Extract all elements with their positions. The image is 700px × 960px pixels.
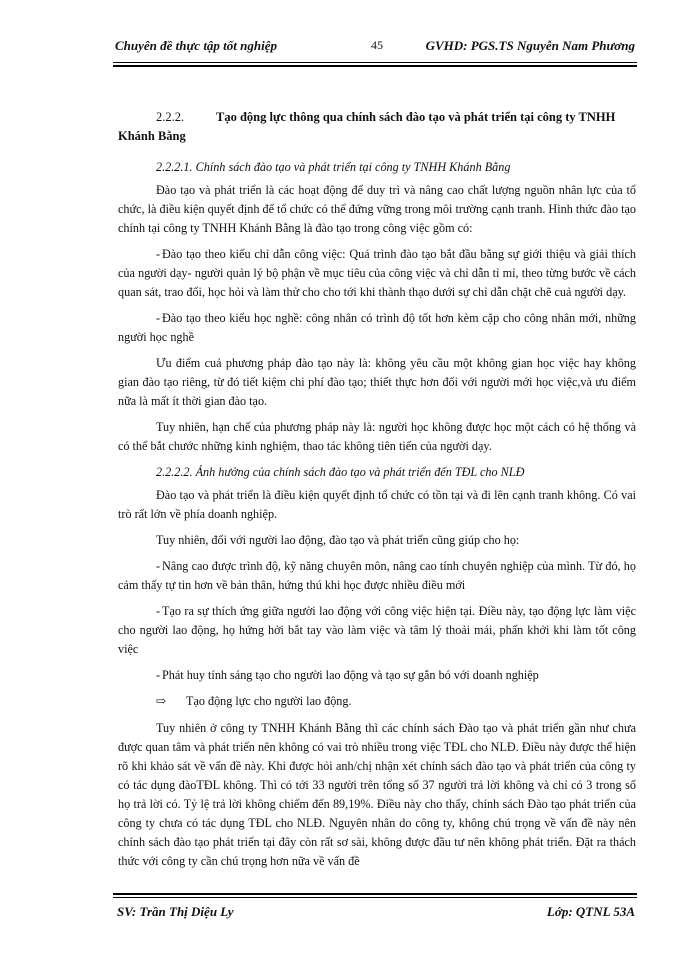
header-rule-thick [113,65,637,67]
section-heading [118,108,636,146]
list-item: - Nâng cao được trình độ, kỹ năng chuyên môn, nâng cao tính chuyên nghiệp của mình. Từ đó, họ cảm thấy tự tin hơn về bản thân, hứng thú khi học được nhiều điều mới [118,559,636,592]
page-footer [113,904,637,924]
list-item: - Tạo ra sự thích ứng giữa người lao động với công việc hiện tại. Điều này, tạo động lực làm việc cho người lao động, họ hứng hởi bắt tay vào làm việc và tâm lý thoải mái, phấn khởi khi làm tốt công việc [118,604,636,656]
bullet-dash: - [156,247,161,261]
subsection-heading-2: 2.2.2.2. Ảnh hưởng của chính sách đào tạo và phát triển đến TĐL cho NLĐ [156,465,525,479]
list-item: - Phát huy tính sáng tạo cho người lao động và tạo sự gắn bó với doanh nghiệp [118,666,636,685]
section-title: Tạo động lực thông qua chính sách đào tạo và phát triển tại công ty TNHH Khánh Bằng [118,110,616,143]
footer-rule-thin [113,897,637,898]
list-item: - Đào tạo theo kiểu học nghề: công nhân có trình độ tốt hơn kèm cặp cho công nhân mới, những người học nghề [118,311,636,344]
header-supervisor: GVHD: PGS.TS Nguyễn Nam Phương [425,38,635,53]
footer-rule-thick [113,893,637,895]
paragraph: Ưu điểm cuả phương pháp đào tạo này là: không yêu cầu một không gian học việc hay không gian đào tạo riêng, từ đó tiết kiệm chi phí đào tạo; thiết thực hơn đối với người mới học việc,và ưu điểm nữa là mất ít thời gian đào tạo. [118,356,636,408]
bullet-dash: - [156,604,161,618]
section-number: 2.2.2. [156,110,185,124]
header-rule-thin [113,62,637,63]
paragraph: Tuy nhiên ở công ty TNHH Khánh Bằng thì các chính sách Đào tạo và phát triển gần như chưa được quan tâm và phát triển nên không có vai trò nhiều trong việc TĐL cho NLĐ. Điều này được thể hiện rõ khi khảo sát về vấn đề này. Khi được hỏi anh/chị nhận xét chính sách đào tạo và phát triển của công ty có tác dụng đàoTĐL không. Thì có tới 33 người trên tổng số 37 người trả lời không và chỉ có 3 trong số họ trả lời có. Tỷ lệ trả lời không chiếm đến 89,19%. Điều này cho thấy, chính sách Đào tạo phát triển của công ty chưa có tác dụng TĐL cho NLĐ. Nguyên nhân do công ty, không chú trọng về vấn đề này nên chính sách đào tạo phát triển tại đây còn rất sơ sài, không được đầu tư nên không phát triển. Đặt ra thách thức với công ty cần chú trọng hơn nữa về vấn đề [118,721,636,868]
bullet-dash: - [156,668,161,682]
subsection-heading-1: 2.2.2.1. Chính sách đào tạo và phát triển tại công ty TNHH Khánh Bằng [156,160,511,174]
footer-class: Lớp: QTNL 53A [546,904,635,919]
paragraph: Tuy nhiên, hạn chế của phương pháp này là: người học không được học một cách có hệ thống và có thể bắt chước những kinh nghiệm, thao tác không tiên tiến của người dạy. [118,420,636,453]
conclusion-item: ⇨ Tạo động lực cho người lao động. [118,692,636,711]
document-body [118,108,636,878]
paragraph: Tuy nhiên, đối với người lao động, đào tạo và phát triển cũng giúp cho họ: [156,533,520,547]
list-item: - Đào tạo theo kiểu chỉ dẫn công việc: Quá trình đào tạo bắt đầu bằng sự giới thiệu và giải thích của người dạy- người quản lý bộ phận về mục tiêu của công việc và chỉ dẫn tỉ mỉ, theo từng bước về cách quan sát, trao đổi, học hỏi và làm thử cho cho tới khi thành thạo dưới sự chỉ dẫn chặt chẽ cuả người dạy. [118,247,636,299]
paragraph: Đào tạo và phát triển là điều kiện quyết định tổ chức có tồn tại và đi lên cạnh tranh không. Có vai trò rất lớn về phía doanh nghiệp. [118,488,636,521]
bullet-dash: - [156,559,161,573]
page-header [113,38,635,58]
header-document-title: Chuyên đề thực tập tốt nghiệp [115,38,277,53]
page-number: 45 [371,38,383,52]
arrow-right-icon: ⇨ [156,694,167,708]
footer-student: SV: Trần Thị Diệu Ly [117,904,234,919]
paragraph: Đào tạo và phát triển là các hoạt động để duy trì và nâng cao chất lượng nguồn nhân lực của tổ chức, là điều kiện quyết định để tổ chức có thể đứng vững trong môi trường cạnh tranh. Hình thức đào tạo chính tại công ty TNHH Khánh Bằng là đào tạo trong công việc gồm có: [118,183,636,235]
bullet-dash: - [156,311,161,325]
